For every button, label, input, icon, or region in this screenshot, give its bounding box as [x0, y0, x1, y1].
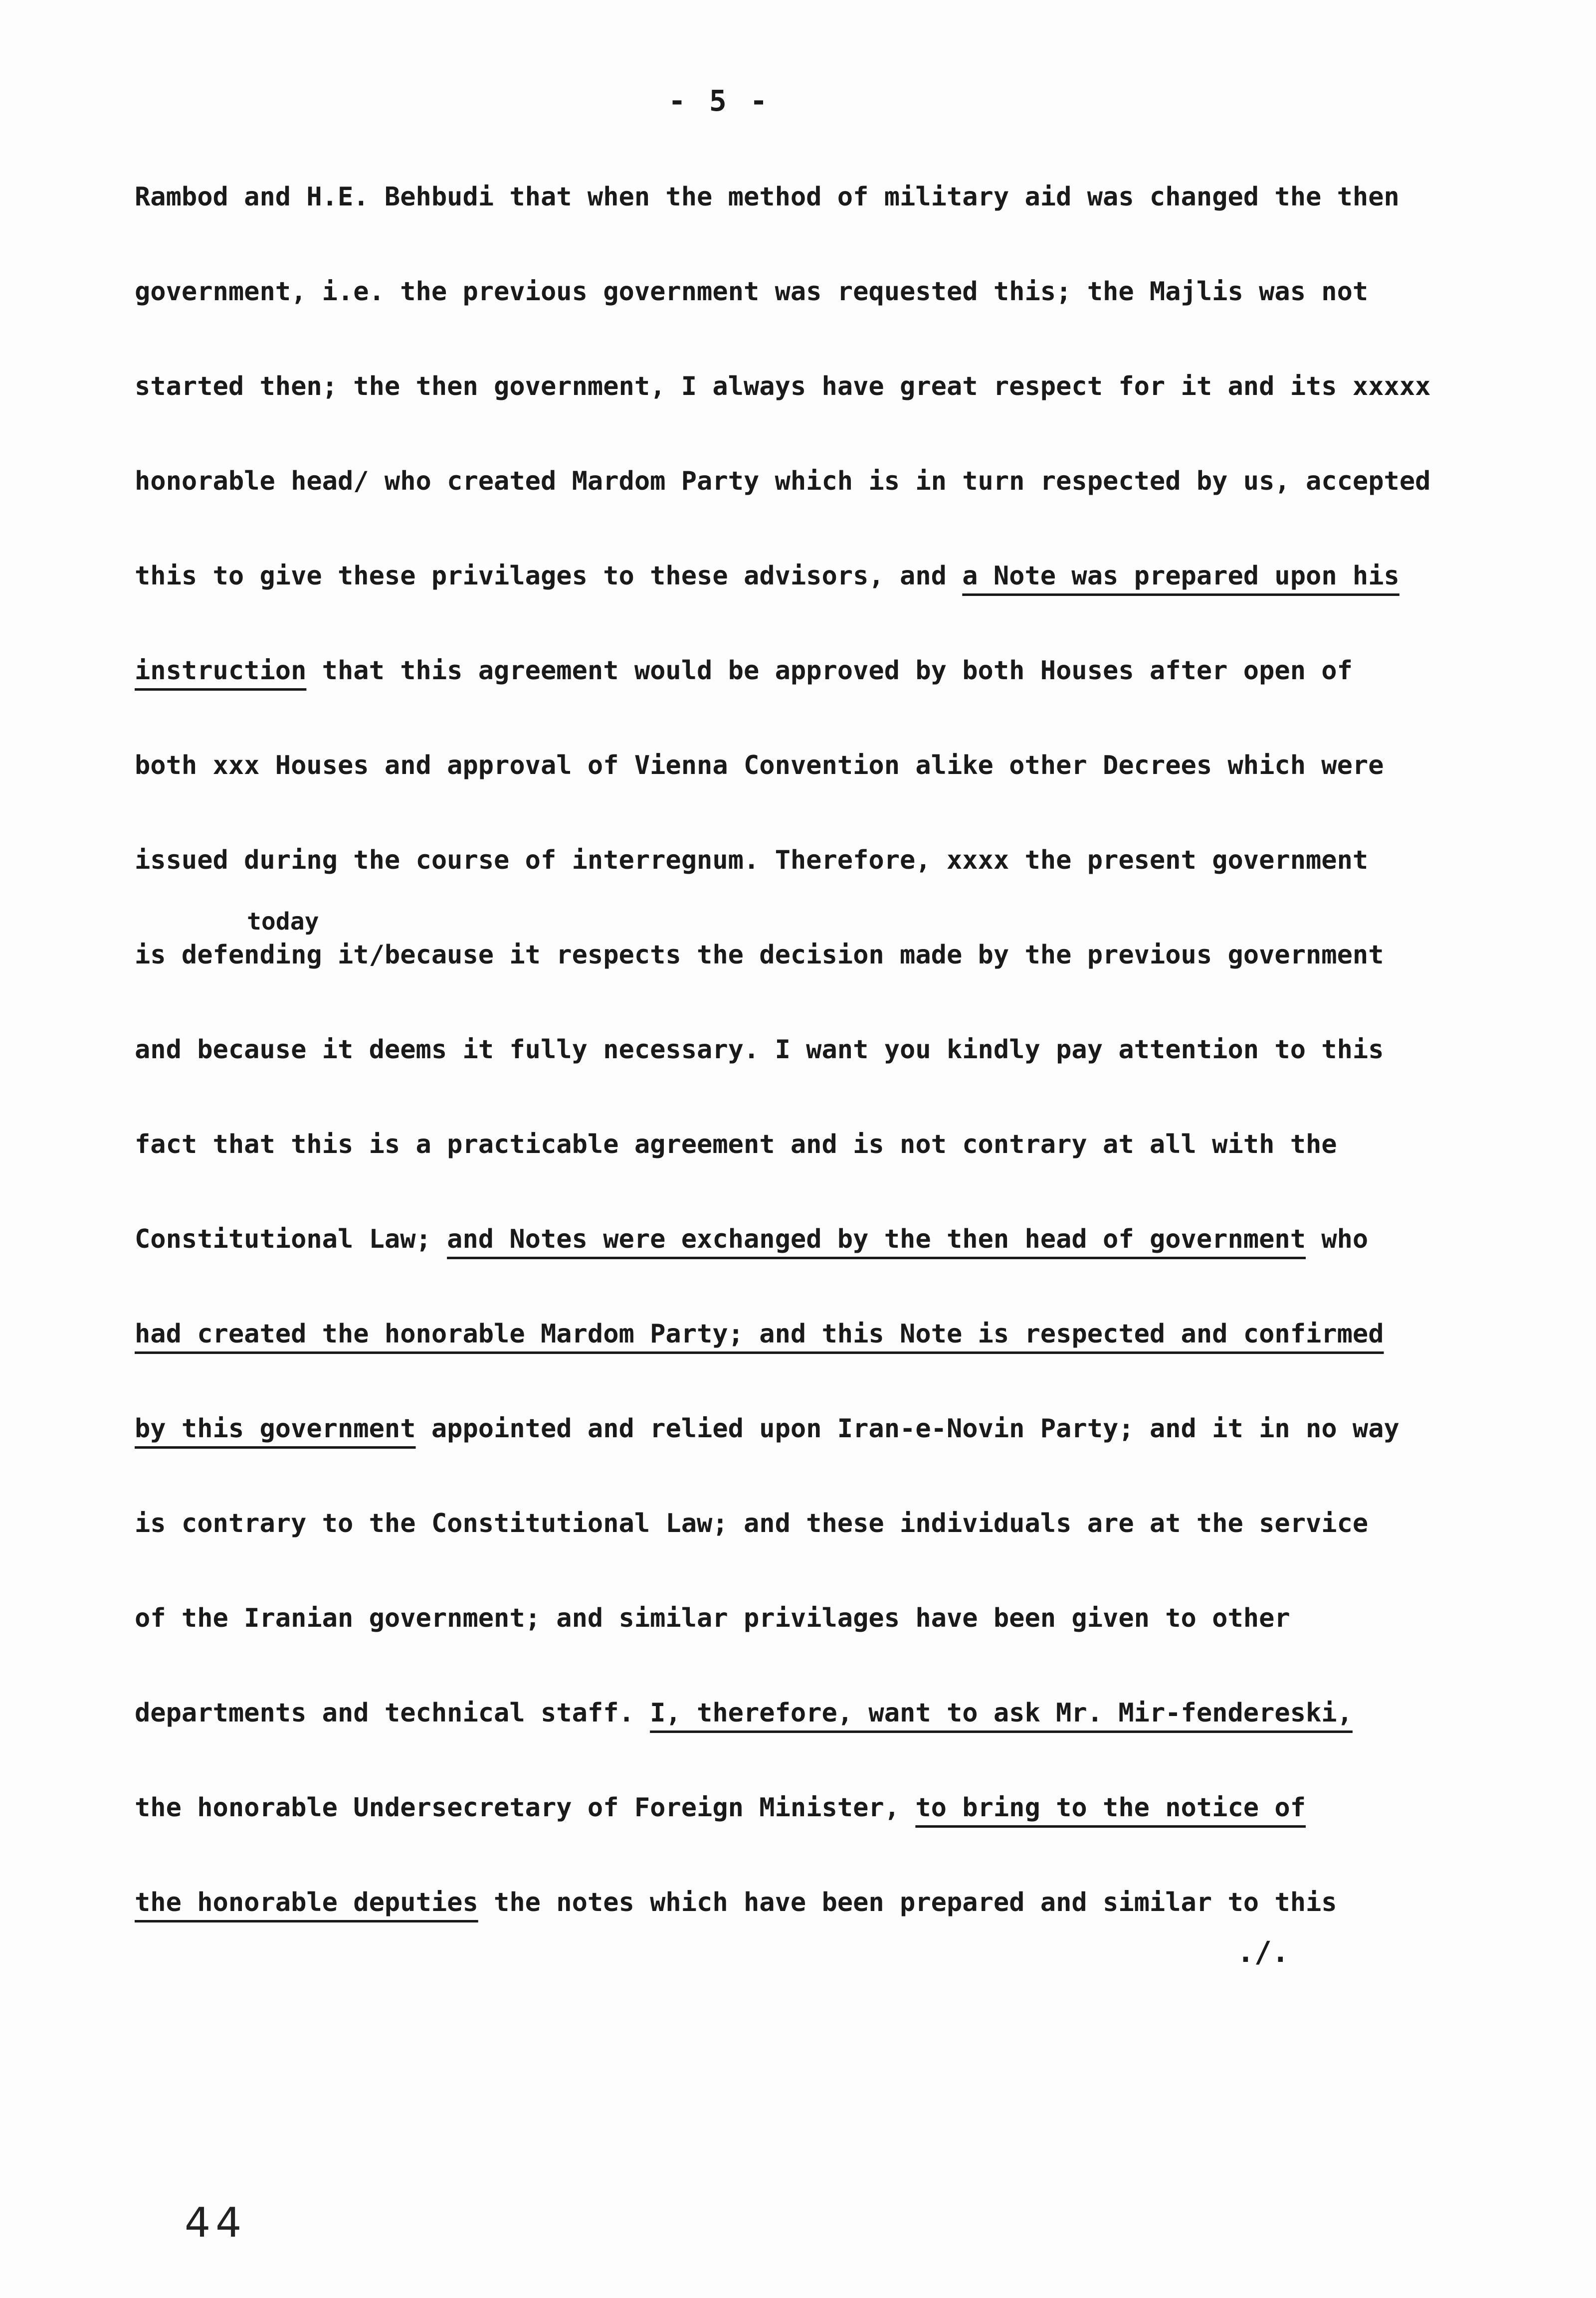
text-line — [135, 1117, 1481, 1212]
line-text: is defending it/because it respects the decision made by the previous government — [135, 940, 1384, 970]
line-text: appointed and relied upon Iran-e-Novin Party; and it in no way — [415, 1414, 1399, 1444]
line-text: and because it deems it fully necessary. I want you kindly pay attention to this — [135, 1035, 1384, 1065]
line-text: that this agreement would be approved by both Houses after open of — [306, 656, 1353, 686]
text-line — [135, 928, 1481, 1022]
underlined-text: by this government — [135, 1414, 416, 1444]
line-text: who — [1306, 1224, 1369, 1254]
underlined-text: a Note was prepared upon his — [962, 561, 1399, 591]
text-line — [135, 833, 1481, 928]
underlined-text: to bring to the notice of — [915, 1793, 1306, 1823]
text-line — [135, 1686, 1481, 1780]
text-line — [135, 264, 1481, 359]
line-text: is contrary to the Constitutional Law; and these individuals are at the service — [135, 1509, 1369, 1538]
line-text: of the Iranian government; and similar privilages have been given to other — [135, 1603, 1290, 1633]
line-text: honorable head/ who created Mardom Party which is in turn respected by us, accepted — [135, 466, 1431, 496]
line-text: xxxxx — [1352, 372, 1431, 401]
text-line — [135, 359, 1481, 454]
archive-number: 44 — [185, 2199, 247, 2247]
line-text: issued during the course of interregnum. Therefore, xxxx the present government — [135, 845, 1369, 875]
text-line — [135, 454, 1481, 549]
line-text: Rambod and H.E. Behbudi that when the method of military aid was changed the then — [135, 182, 1399, 212]
text-line — [135, 1022, 1481, 1117]
underlined-text: had created the honorable Mardom Party; and this Note is respected and confirmed — [135, 1319, 1384, 1349]
underlined-text: and Notes were exchanged by the then head of government — [447, 1224, 1306, 1254]
page-number: - 5 - — [668, 84, 771, 118]
text-line — [135, 170, 1481, 264]
text-line — [135, 1496, 1481, 1591]
underlined-text: instruction — [135, 656, 307, 686]
text-line — [135, 643, 1481, 738]
interlinear-insert: today — [247, 908, 319, 936]
line-text: the honorable Undersecretary of Foreign Minister, — [135, 1793, 916, 1823]
line-text: the notes which have been prepared and similar to this — [478, 1888, 1337, 1917]
line-text: this to give these privilages to these advisors, and — [135, 561, 963, 591]
body-text — [135, 170, 1481, 1970]
text-line — [135, 549, 1481, 643]
ending-mark: ./. — [1237, 1935, 1289, 1969]
text-line — [135, 1401, 1481, 1496]
line-text: started then; the then government, I always have great respect for it and its — [135, 372, 1353, 401]
line-text: Constitutional Law; — [135, 1224, 447, 1254]
text-line — [135, 1307, 1481, 1401]
text-line — [135, 1591, 1481, 1686]
line-text: departments and technical staff. — [135, 1698, 650, 1728]
underlined-text: the honorable deputies — [135, 1888, 478, 1917]
text-line — [135, 738, 1481, 833]
text-line — [135, 1780, 1481, 1875]
text-line — [135, 1212, 1481, 1307]
line-text: fact that this is a practicable agreement and is not contrary at all with the — [135, 1130, 1337, 1159]
underlined-text: I, therefore, want to ask Mr. Mir-fendereski, — [650, 1698, 1353, 1728]
line-text: government, i.e. the previous government was requested this; the Majlis was not — [135, 277, 1369, 307]
line-text: both xxx Houses and approval of Vienna Convention alike other Decrees which were — [135, 751, 1384, 780]
